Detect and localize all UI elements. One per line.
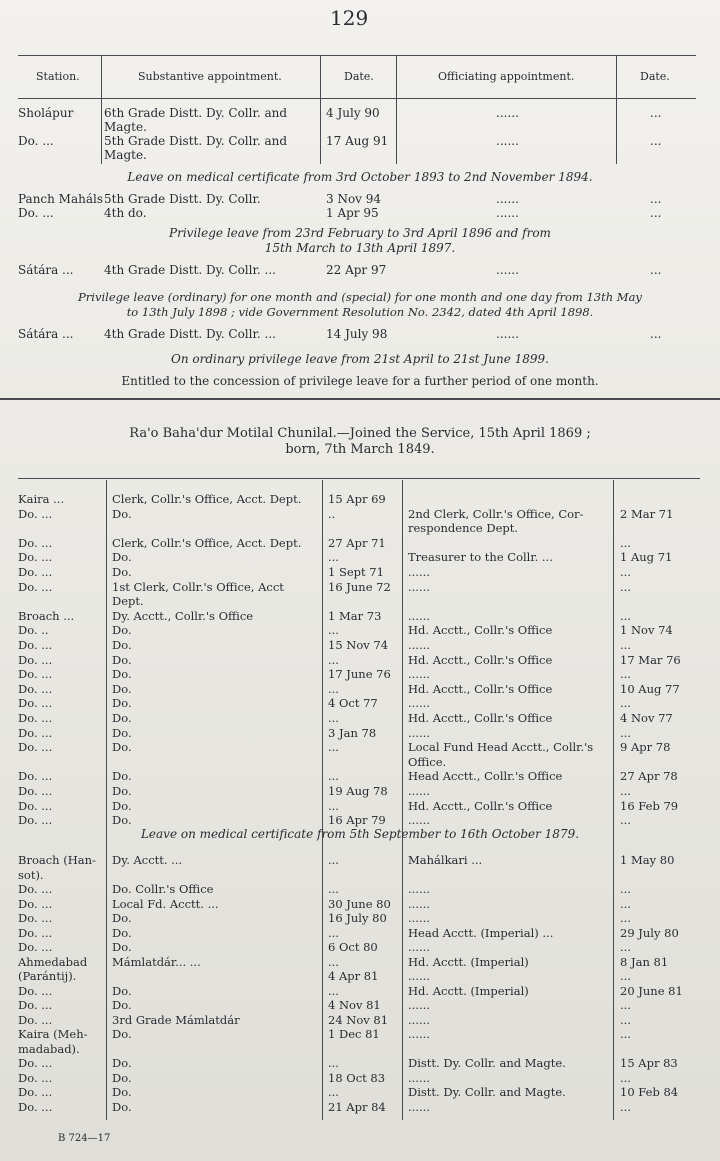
cell-sub: 1st Clerk, Collr.'s Office, Acct bbox=[112, 579, 284, 594]
cell-date2: 4 Nov 77 bbox=[620, 711, 673, 725]
cell-sub: Do. bbox=[112, 638, 132, 652]
table-row bbox=[0, 868, 720, 882]
cell-date2: ... bbox=[620, 696, 631, 711]
cell-off: ...... bbox=[496, 263, 519, 277]
table-row bbox=[0, 327, 720, 341]
cell-sub: Dy. Acctt. ... bbox=[112, 853, 183, 867]
table-row bbox=[0, 623, 720, 637]
cell-date2: 20 June 81 bbox=[620, 983, 683, 998]
cell-off: ...... bbox=[408, 896, 430, 911]
cell-sub: Magte. bbox=[104, 148, 147, 162]
cell-sub: 5th Grade Distt. Dy. Collr. and bbox=[104, 134, 288, 148]
cell-sub: Magte. bbox=[104, 120, 147, 134]
cell-date: 1 Dec 81 bbox=[328, 1027, 380, 1041]
cell-sub: Do. bbox=[112, 506, 132, 521]
table-row bbox=[0, 521, 720, 535]
cell-date2: ... bbox=[620, 784, 631, 798]
cell-date: 30 June 80 bbox=[328, 896, 391, 911]
table-row bbox=[0, 1013, 720, 1027]
cell-date: 4 Oct 77 bbox=[328, 696, 378, 711]
page-number: 129 bbox=[330, 6, 369, 30]
cell-station: Do. ... bbox=[18, 134, 54, 148]
table-row bbox=[0, 955, 720, 969]
cell-sub: Do. bbox=[112, 565, 132, 579]
cell-off: ...... bbox=[408, 1027, 430, 1041]
cell-off: ...... bbox=[408, 565, 430, 579]
cell-off: Head Acctt. (Imperial) ... bbox=[408, 925, 554, 940]
table-row bbox=[0, 1056, 720, 1070]
cell-off: ...... bbox=[408, 882, 430, 896]
cell-station: Do. ... bbox=[18, 882, 53, 896]
cell-date: 16 June 72 bbox=[328, 579, 391, 594]
cell-date2: ... bbox=[650, 192, 662, 206]
cell-date: ... bbox=[328, 954, 339, 969]
cell-date2: ... bbox=[650, 327, 662, 341]
cell-date: 15 Apr 69 bbox=[328, 492, 386, 506]
cell-date: ... bbox=[328, 769, 339, 784]
cell-off: Distt. Dy. Collr. and Magte. bbox=[408, 1085, 566, 1099]
cell-station: Do. ... bbox=[18, 769, 53, 784]
cell-date: 19 Aug 78 bbox=[328, 784, 388, 798]
note-privilege-1896-a: Privilege leave from 23rd February to 3rd April 1896 and from bbox=[169, 226, 551, 240]
cell-date: 18 Oct 83 bbox=[328, 1070, 386, 1085]
cell-sub: Do. bbox=[112, 983, 132, 998]
table-row bbox=[0, 696, 720, 710]
cell-date: 4 July 90 bbox=[326, 106, 380, 120]
cell-station: Sholápur bbox=[18, 106, 74, 120]
cell-station: madabad). bbox=[18, 1041, 80, 1056]
cell-date: ... bbox=[328, 711, 339, 725]
cell-sub: 3rd Grade Mámlatdár bbox=[112, 1012, 240, 1027]
cell-sub: Do. bbox=[112, 725, 132, 740]
cell-off: Treasurer to the Collr. ... bbox=[408, 550, 553, 565]
cell-date2: 15 Apr 83 bbox=[620, 1056, 678, 1070]
cell-sub: Do. bbox=[112, 550, 132, 565]
cell-station: Do. ... bbox=[18, 206, 54, 220]
cell-station: Do. ... bbox=[18, 911, 53, 925]
cell-date: 22 Apr 97 bbox=[326, 263, 387, 277]
table-row bbox=[0, 911, 720, 925]
cell-date2: ... bbox=[620, 1012, 631, 1027]
cell-date2: 8 Jan 81 bbox=[620, 954, 669, 969]
cell-date2: 1 May 80 bbox=[620, 853, 675, 867]
cell-station: Do. ... bbox=[18, 711, 53, 725]
cell-off: respondence Dept. bbox=[408, 521, 519, 536]
cell-date2: ... bbox=[620, 882, 631, 896]
cell-date: ... bbox=[328, 798, 339, 813]
cell-off: ...... bbox=[408, 638, 430, 652]
note-concession: Entitled to the concession of privilege leave for a further period of one month. bbox=[121, 374, 599, 388]
cell-sub: Do. bbox=[112, 940, 132, 954]
table-row bbox=[0, 799, 720, 813]
cell-date: 1 Mar 73 bbox=[328, 608, 382, 623]
note-leave-1893: Leave on medical certificate from 3rd October 1893 to 2nd November 1894. bbox=[127, 170, 593, 184]
cell-off: ...... bbox=[408, 1012, 430, 1027]
cell-date2: 1 Aug 71 bbox=[620, 550, 673, 565]
cell-station: Kaira (Meh- bbox=[18, 1027, 88, 1041]
cell-sub: 4th do. bbox=[104, 206, 147, 220]
cell-off: ...... bbox=[496, 106, 519, 120]
cell-sub: Do. bbox=[112, 652, 132, 667]
cell-station: Do. ... bbox=[18, 565, 53, 579]
cell-date2: ... bbox=[650, 106, 662, 120]
cell-date2: ... bbox=[650, 134, 662, 148]
cell-date: 6 Oct 80 bbox=[328, 940, 378, 954]
cell-date: ... bbox=[328, 550, 339, 565]
cell-sub: Do. bbox=[112, 667, 132, 682]
officer-title-line-2: born, 7th March 1849. bbox=[285, 442, 435, 457]
table-row bbox=[0, 740, 720, 754]
cell-date: 15 Nov 74 bbox=[328, 638, 389, 652]
cell-off: ...... bbox=[408, 911, 430, 925]
table-row bbox=[0, 667, 720, 681]
cell-off: 2nd Clerk, Collr.'s Office, Cor- bbox=[408, 506, 584, 521]
cell-sub: Clerk, Collr.'s Office, Acct. Dept. bbox=[112, 492, 302, 506]
cell-off: Hd. Acctt., Collr.'s Office bbox=[408, 623, 553, 638]
cell-off: Hd. Acctt., Collr.'s Office bbox=[408, 681, 553, 696]
cell-station: Do. ... bbox=[18, 579, 53, 594]
cell-date2: ... bbox=[620, 1027, 631, 1041]
cell-station: Do. ... bbox=[18, 1056, 53, 1070]
table-row bbox=[0, 492, 720, 506]
cell-off: Hd. Acctt., Collr.'s Office bbox=[408, 652, 553, 667]
cell-sub: Do. bbox=[112, 711, 132, 725]
cell-off: Mahálkari ... bbox=[408, 853, 483, 867]
cell-date2: 10 Aug 77 bbox=[620, 681, 680, 696]
cell-off: ...... bbox=[496, 206, 519, 220]
cell-sub: Mámlatdár... ... bbox=[112, 954, 201, 969]
cell-station: Do. ... bbox=[18, 550, 53, 565]
cell-date: ... bbox=[328, 623, 339, 638]
table-row bbox=[0, 565, 720, 579]
cell-date: 16 Apr 79 bbox=[328, 813, 386, 828]
table-row bbox=[0, 769, 720, 783]
table-row bbox=[0, 853, 720, 867]
cell-sub: Do. bbox=[112, 813, 132, 828]
cell-date: ... bbox=[328, 983, 339, 998]
table-row bbox=[0, 653, 720, 667]
cell-station: sot). bbox=[18, 867, 44, 882]
header-substantive: Substantive appointment. bbox=[138, 70, 282, 83]
cell-date2: 10 Feb 84 bbox=[620, 1085, 679, 1099]
cell-off: ...... bbox=[408, 1070, 430, 1085]
header-bottom-rule bbox=[18, 98, 696, 99]
cell-date: 4 Apr 81 bbox=[328, 969, 379, 983]
cell-date: ... bbox=[328, 681, 339, 696]
cell-date: 24 Nov 81 bbox=[328, 1012, 389, 1027]
cell-off: Office. bbox=[408, 754, 447, 769]
cell-station: Sátára ... bbox=[18, 263, 74, 277]
table-row bbox=[0, 550, 720, 564]
table-row bbox=[0, 1085, 720, 1099]
cell-date2: ... bbox=[650, 263, 662, 277]
cell-sub: Do. bbox=[112, 696, 132, 711]
cell-station: Do. ... bbox=[18, 1085, 53, 1099]
cell-date2: 9 Apr 78 bbox=[620, 740, 671, 755]
cell-date: 3 Jan 78 bbox=[328, 725, 377, 740]
cell-sub: Do. bbox=[112, 784, 132, 798]
cell-station: Do. ... bbox=[18, 535, 53, 550]
cell-station: Do. ... bbox=[18, 940, 53, 954]
cell-date2: ... bbox=[620, 813, 631, 828]
cell-off: Hd. Acctt. (Imperial) bbox=[408, 954, 529, 969]
cell-off: ...... bbox=[496, 134, 519, 148]
cell-off: ...... bbox=[408, 784, 430, 798]
cell-off: ...... bbox=[408, 998, 430, 1012]
cell-sub: Local Fd. Acctt. ... bbox=[112, 896, 219, 911]
cell-off: ...... bbox=[408, 579, 430, 594]
cell-off: ...... bbox=[408, 969, 430, 983]
header-date-1: Date. bbox=[344, 70, 374, 83]
table-row bbox=[0, 148, 720, 162]
cell-station: Do. .. bbox=[18, 623, 49, 638]
table-row bbox=[0, 882, 720, 896]
table-row bbox=[0, 106, 720, 120]
footer-mark: B 724—17 bbox=[58, 1133, 111, 1144]
cell-date: ... bbox=[328, 925, 339, 940]
table-row bbox=[0, 263, 720, 277]
cell-sub: Do. bbox=[112, 1070, 132, 1085]
cell-date2: ... bbox=[620, 1070, 631, 1085]
table-row bbox=[0, 580, 720, 594]
cell-station: Sátára ... bbox=[18, 327, 74, 341]
cell-date2: ... bbox=[620, 725, 631, 740]
note-privilege-1896-b: 15th March to 13th April 1897. bbox=[264, 241, 456, 255]
cell-date2: 1 Nov 74 bbox=[620, 623, 673, 638]
cell-sub: Dy. Acctt., Collr.'s Office bbox=[112, 608, 254, 623]
cell-sub: Do. bbox=[112, 1099, 132, 1114]
cell-date: ... bbox=[328, 853, 339, 867]
cell-station: Do. ... bbox=[18, 998, 53, 1012]
cell-date2: ... bbox=[620, 911, 631, 925]
cell-off: Hd. Acctt., Collr.'s Office bbox=[408, 798, 553, 813]
cell-station: Do. ... bbox=[18, 681, 53, 696]
cell-date: 3 Nov 94 bbox=[326, 192, 382, 206]
cell-off: Local Fund Head Acctt., Collr.'s bbox=[408, 740, 594, 755]
cell-date: ... bbox=[328, 652, 339, 667]
cell-station: Do. ... bbox=[18, 896, 53, 911]
table-row bbox=[0, 984, 720, 998]
cell-off: ...... bbox=[408, 725, 430, 740]
cell-date2: ... bbox=[650, 206, 662, 220]
cell-sub: 4th Grade Distt. Dy. Collr. ... bbox=[104, 327, 276, 341]
table-row bbox=[0, 940, 720, 954]
table-row bbox=[0, 1071, 720, 1085]
cell-off: Hd. Acctt., Collr.'s Office bbox=[408, 711, 553, 725]
cell-station: Kaira ... bbox=[18, 492, 65, 506]
cell-station: Do. ... bbox=[18, 1070, 53, 1085]
header-top-rule bbox=[18, 55, 696, 56]
cell-sub: 4th Grade Distt. Dy. Collr. ... bbox=[104, 263, 276, 277]
cell-date: 4 Nov 81 bbox=[328, 998, 381, 1012]
table-row bbox=[0, 813, 720, 827]
cell-date2: ... bbox=[620, 896, 631, 911]
cell-off: ...... bbox=[408, 667, 430, 682]
cell-station: Do. ... bbox=[18, 506, 53, 521]
cell-date2: ... bbox=[620, 667, 631, 682]
cell-date2: ... bbox=[620, 638, 631, 652]
cell-off: ...... bbox=[408, 813, 430, 828]
cell-station: Do. ... bbox=[18, 652, 53, 667]
cell-sub: Do. bbox=[112, 1027, 132, 1041]
cell-off: Hd. Acctt. (Imperial) bbox=[408, 983, 529, 998]
cell-date: ... bbox=[328, 1056, 339, 1070]
table-row bbox=[0, 784, 720, 798]
cell-station: Panch Maháls bbox=[18, 192, 104, 206]
table-row bbox=[0, 134, 720, 148]
cell-sub: Do. bbox=[112, 925, 132, 940]
cell-date: 21 Apr 84 bbox=[328, 1099, 386, 1114]
table-row bbox=[0, 638, 720, 652]
table-row bbox=[0, 926, 720, 940]
cell-sub: Do. bbox=[112, 998, 132, 1012]
note-privilege-1899: On ordinary privilege leave from 21st April to 21st June 1899. bbox=[171, 352, 549, 366]
note-privilege-1898-b: to 13th July 1898 ; vide Government Resolution No. 2342, dated 4th April 1898. bbox=[126, 305, 594, 319]
cell-sub: Do. bbox=[112, 1056, 132, 1070]
cell-date: ... bbox=[328, 1085, 339, 1099]
cell-date2: ... bbox=[620, 1099, 631, 1114]
cell-date: ... bbox=[328, 882, 339, 896]
cell-date2: 16 Feb 79 bbox=[620, 798, 679, 813]
cell-date: 17 June 76 bbox=[328, 667, 391, 682]
cell-off: ...... bbox=[408, 940, 430, 954]
cell-sub: Do. bbox=[112, 740, 132, 755]
cell-date2: 2 Mar 71 bbox=[620, 506, 674, 521]
cell-off: ...... bbox=[408, 608, 430, 623]
cell-station: Do. ... bbox=[18, 667, 53, 682]
header-date-2: Date. bbox=[640, 70, 670, 83]
table-row bbox=[0, 536, 720, 550]
cell-sub: Clerk, Collr.'s Office, Acct. Dept. bbox=[112, 535, 302, 550]
table-row bbox=[0, 1027, 720, 1041]
lower-table-top-rule bbox=[18, 478, 700, 479]
cell-date2: ... bbox=[620, 998, 631, 1012]
cell-station: Do. ... bbox=[18, 798, 53, 813]
cell-date2: ... bbox=[620, 579, 631, 594]
cell-station: Ahmedabad bbox=[18, 954, 88, 969]
cell-off: ...... bbox=[408, 1099, 430, 1114]
table-row bbox=[0, 594, 720, 608]
cell-date2: ... bbox=[620, 565, 631, 579]
cell-station: Broach ... bbox=[18, 608, 75, 623]
cell-sub: Do. bbox=[112, 911, 132, 925]
cell-date: 27 Apr 71 bbox=[328, 535, 386, 550]
section-divider bbox=[0, 398, 720, 400]
table-row bbox=[0, 726, 720, 740]
cell-station: Do. ... bbox=[18, 638, 53, 652]
cell-date: 17 Aug 91 bbox=[326, 134, 389, 148]
table-row bbox=[0, 1042, 720, 1056]
cell-station: Do. ... bbox=[18, 813, 53, 828]
cell-date2: ... bbox=[620, 969, 631, 983]
note-medical-1879: Leave on medical certificate from 5th September to 16th October 1879. bbox=[140, 827, 580, 841]
cell-off: ...... bbox=[496, 327, 519, 341]
cell-date2: 29 July 80 bbox=[620, 925, 679, 940]
cell-station: Do. ... bbox=[18, 740, 53, 755]
table-row bbox=[0, 897, 720, 911]
cell-station: Do. ... bbox=[18, 696, 53, 711]
cell-station: Do. ... bbox=[18, 983, 53, 998]
cell-date: 16 July 80 bbox=[328, 911, 387, 925]
cell-date2: 17 Mar 76 bbox=[620, 652, 681, 667]
cell-date: .. bbox=[328, 506, 336, 521]
header-station: Station. bbox=[36, 70, 80, 83]
cell-date2: ... bbox=[620, 608, 631, 623]
cell-date2: 27 Apr 78 bbox=[620, 769, 678, 784]
cell-date: ... bbox=[328, 740, 339, 755]
table-row bbox=[0, 192, 720, 206]
cell-off: ...... bbox=[496, 192, 519, 206]
table-row bbox=[0, 507, 720, 521]
cell-off: Head Acctt., Collr.'s Office bbox=[408, 769, 563, 784]
cell-sub: Do. bbox=[112, 623, 132, 638]
cell-sub: Do. bbox=[112, 681, 132, 696]
cell-station: Do. ... bbox=[18, 784, 53, 798]
header-officiating: Officiating appointment. bbox=[438, 70, 575, 83]
note-privilege-1898-a: Privilege leave (ordinary) for one month and (special) for one month and one day from 13th May bbox=[78, 290, 642, 304]
cell-date: 14 July 98 bbox=[326, 327, 388, 341]
cell-date: 1 Sept 71 bbox=[328, 565, 384, 579]
cell-station: Do. ... bbox=[18, 1012, 53, 1027]
cell-sub: Do. bbox=[112, 769, 132, 784]
cell-station: (Parántij). bbox=[18, 969, 77, 983]
cell-station: Do. ... bbox=[18, 925, 53, 940]
cell-sub: Do. Collr.'s Office bbox=[112, 882, 214, 896]
cell-station: Do. ... bbox=[18, 1099, 53, 1114]
table-row bbox=[0, 755, 720, 769]
cell-station: Broach (Han- bbox=[18, 853, 96, 867]
cell-off: Distt. Dy. Collr. and Magte. bbox=[408, 1056, 566, 1070]
cell-station: Do. ... bbox=[18, 725, 53, 740]
cell-sub: Do. bbox=[112, 1085, 132, 1099]
cell-sub: Do. bbox=[112, 798, 132, 813]
table-row bbox=[0, 1100, 720, 1114]
cell-date: 1 Apr 95 bbox=[326, 206, 379, 220]
table-row bbox=[0, 206, 720, 220]
cell-sub: Dept. bbox=[112, 594, 144, 609]
table-row bbox=[0, 609, 720, 623]
table-row bbox=[0, 120, 720, 134]
table-row bbox=[0, 969, 720, 983]
table-row bbox=[0, 711, 720, 725]
cell-date2: ... bbox=[620, 940, 631, 954]
table-row bbox=[0, 682, 720, 696]
cell-sub: 6th Grade Distt. Dy. Collr. and bbox=[104, 106, 288, 120]
cell-date2: ... bbox=[620, 535, 631, 550]
officer-title-line-1: Ra'o Baha'dur Motilal Chunilal.—Joined the Service, 15th April 1869 ; bbox=[129, 426, 591, 441]
table-row bbox=[0, 998, 720, 1012]
cell-sub: 5th Grade Distt. Dy. Collr. bbox=[104, 192, 261, 206]
cell-off: ...... bbox=[408, 696, 430, 711]
